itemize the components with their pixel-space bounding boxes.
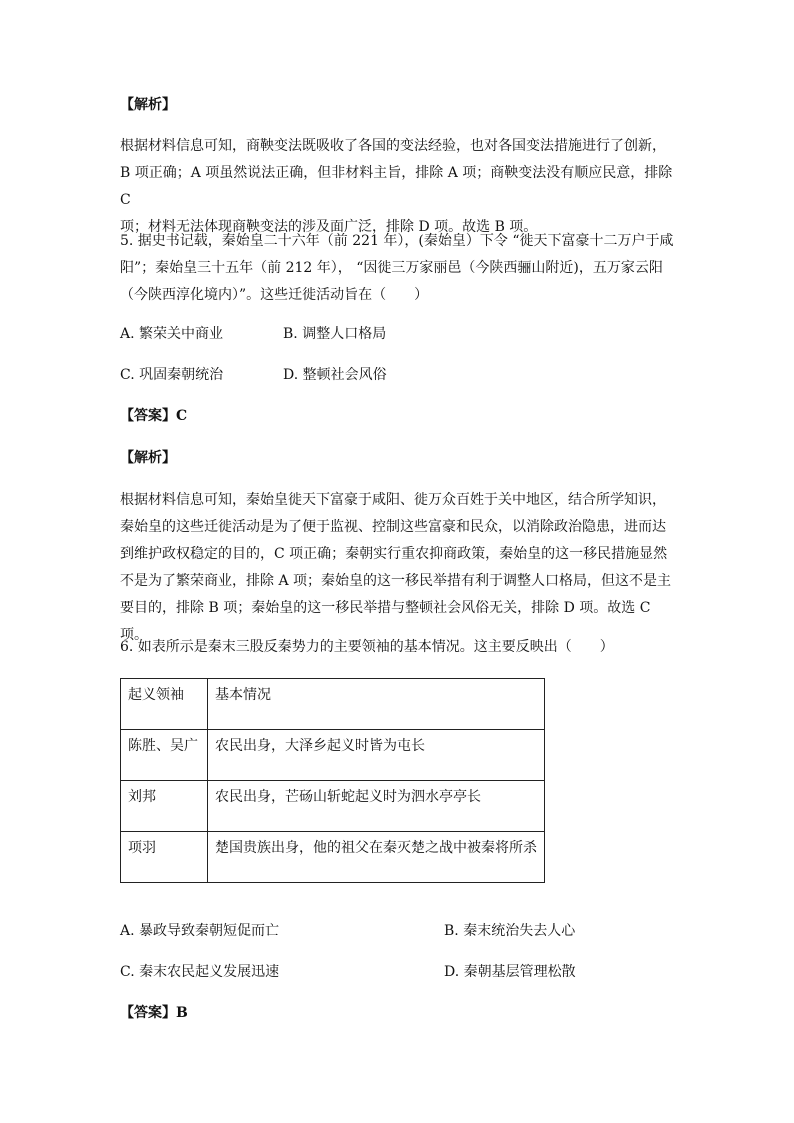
table-header-cell: 基本情况: [208, 679, 545, 730]
table-cell: 农民出身，芒砀山斩蛇起义时为泗水亭亭长: [208, 781, 545, 832]
q6-answer: 【答案】B: [120, 1005, 188, 1021]
text-line: （今陕西淳化境内）”。这些迁徙活动旨在（ ）: [120, 287, 429, 303]
leaders-table: [120, 678, 545, 883]
table-cell: 楚国贵族出身，他的祖父在秦灭楚之战中被秦将所杀: [208, 832, 545, 883]
question-5-stem: [120, 228, 680, 309]
question-6-stem: 6. 如表所示是秦末三股反秦势力的主要领袖的基本情况。这主要反映出（ ）: [120, 639, 614, 655]
text-line: 项；材料无法体现商鞅变法的涉及面广泛，排除 D 项。故选 B 项。: [120, 219, 538, 235]
text-line: 5. 据史书记载，秦始皇二十六年（前 221 年），(秦始皇）下令 “徙天下富豪十二万户于咸: [120, 233, 674, 249]
q5-option-c: C. 巩固秦朝统治: [120, 367, 224, 383]
text-line: 根据材料信息可知，商鞅变法既吸收了各国的变法经验，也对各国变法措施进行了创新，: [120, 138, 666, 154]
q5-option-d: D. 整顿社会风俗: [283, 367, 387, 383]
table-cell: 刘邦: [121, 781, 208, 832]
table-header-row: [121, 679, 545, 730]
text-line: 根据材料信息可知，秦始皇徙天下富豪于咸阳、徙万众百姓于关中地区，结合所学知识，: [120, 492, 666, 508]
q5-answer: 【答案】C: [120, 408, 188, 424]
table-cell: 陈胜、吴广: [121, 730, 208, 781]
table-cell: 项羽: [121, 832, 208, 883]
q5-option-b: B. 调整人口格局: [283, 326, 387, 342]
text-line: 不是为了繁荣商业，排除 A 项；秦始皇的这一移民举措有利于调整人口格局，但这不是主: [120, 573, 672, 589]
text-line: 要目的，排除 B 项；秦始皇的这一移民举措与整顿社会风俗无关，排除 D 项。故选 C 项。: [120, 600, 651, 643]
analysis-text: [120, 133, 680, 241]
q6-option-a: A. 暴政导致秦朝短促而亡: [120, 923, 280, 939]
q5-analysis-heading: 【解析】: [120, 450, 176, 466]
table-header-cell: 起义领袖: [121, 679, 208, 730]
table-row: [121, 781, 545, 832]
q6-option-c: C. 秦末农民起义发展迅速: [120, 964, 280, 980]
text-line: 阳”；秦始皇三十五年（前 212 年）， “因徙三万家丽邑（今陕西骊山附近)，五万家云阳: [120, 260, 663, 276]
table-row: [121, 730, 545, 781]
table-row: [121, 832, 545, 883]
text-line: 秦始皇的这些迁徙活动是为了便于监视、控制这些富豪和民众，以消除政治隐患，进而达: [120, 519, 666, 535]
analysis-heading: 【解析】: [120, 97, 176, 113]
q5-option-a: A. 繁荣关中商业: [120, 326, 224, 342]
q6-option-d: D. 秦朝基层管理松散: [444, 964, 576, 980]
q5-analysis-text: [120, 487, 680, 649]
text-line: 到维护政权稳定的目的，C 项正确；秦朝实行重农抑商政策，秦始皇的这一移民措施显然: [120, 546, 668, 562]
q6-option-b: B. 秦末统治失去人心: [444, 923, 576, 939]
table-cell: 农民出身，大泽乡起义时皆为屯长: [208, 730, 545, 781]
text-line: B 项正确；A 项虽然说法正确，但非材料主旨，排除 A 项；商鞅变法没有顺应民意，排除 C: [120, 165, 673, 208]
